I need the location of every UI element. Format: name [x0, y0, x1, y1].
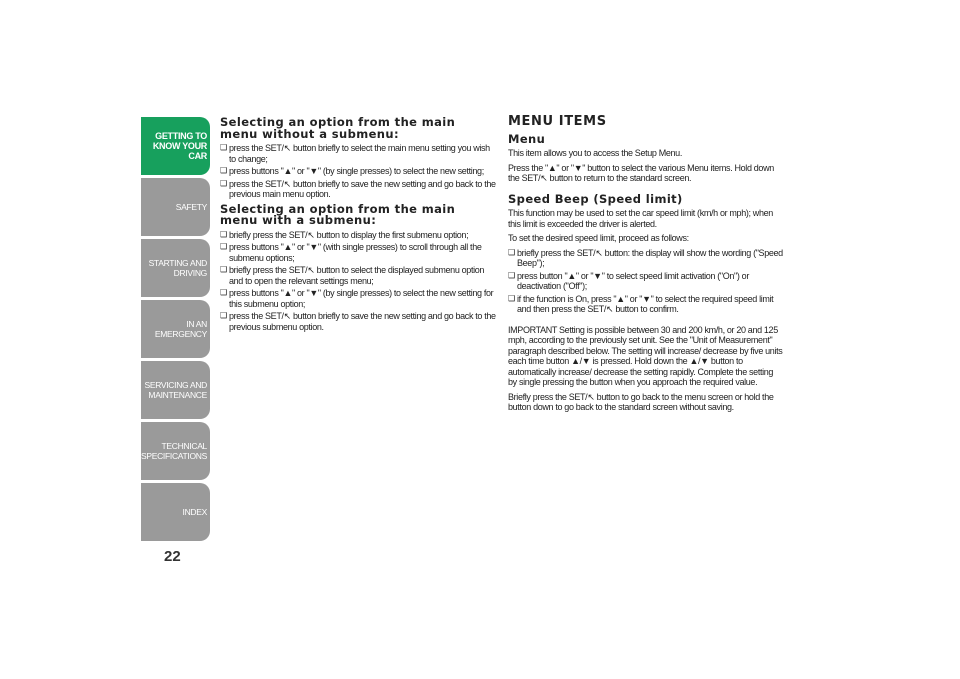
- subheading-menu: Menu: [508, 131, 546, 146]
- list-item: ❑ briefly press the SET/↖ button to display the first submenu option;: [220, 230, 496, 241]
- left-column: [220, 117, 496, 336]
- section-heading-without-submenu: Selecting an option from the main menu without a submenu:: [220, 115, 456, 141]
- section-heading-with-submenu: Selecting an option from the main menu with a submenu:: [220, 201, 456, 227]
- list-item: ❑ press the SET/↖ button briefly to select the main menu setting you wish to change;: [220, 143, 496, 164]
- right-column: [508, 114, 783, 417]
- menu-instructions: Press the "▲" or "▼" button to select the various Menu items. Hold down the SET/↖ button to return to the standard screen.: [508, 162, 774, 183]
- speed-steps-list: [508, 248, 783, 315]
- final-note: Briefly press the SET/↖ button to go back to the menu screen or hold the button down to go back to the standard screen without saving.: [508, 391, 774, 412]
- tab-label: GETTING TO KNOW YOUR CAR: [152, 131, 207, 161]
- page-number: 22: [164, 548, 181, 565]
- tab-servicing-and-maintenance[interactable]: [141, 361, 210, 419]
- list-item: ❑ press the SET/↖ button briefly to save the new setting and go back to the previous main menu option.: [220, 179, 496, 200]
- tab-label: STARTING AND DRIVING: [148, 258, 207, 278]
- tab-label: SERVICING AND MAINTENANCE: [144, 380, 207, 400]
- list-item: ❑ press buttons "▲" or "▼" (by single presses) to select the new setting;: [220, 166, 496, 177]
- list-item: ❑ if the function is On, press "▲" or "▼" to select the required speed limit and then press the SET/↖ button to confirm.: [508, 294, 783, 315]
- list-item: ❑ press button "▲" or "▼" to select speed limit activation ("On") or deactivation ("Off");: [508, 271, 783, 292]
- speed-intro: To set the desired speed limit, proceed as follows:: [508, 233, 689, 243]
- tab-label: INDEX: [182, 507, 207, 517]
- steps-list-with-submenu: [220, 230, 496, 333]
- tab-label: SAFETY: [175, 202, 207, 212]
- tab-label: TECHNICAL SPECIFICATIONS: [140, 441, 207, 461]
- tab-index[interactable]: [141, 483, 210, 541]
- list-item: ❑ briefly press the SET/↖ button to select the displayed submenu option and to open the relevant settings menu;: [220, 265, 496, 286]
- tab-in-an-emergency[interactable]: [141, 300, 210, 358]
- section-title-menu-items: MENU ITEMS: [508, 114, 607, 129]
- tab-starting-and-driving[interactable]: [141, 239, 210, 297]
- steps-list-without-submenu: [220, 143, 496, 200]
- subheading-speed-beep: Speed Beep (Speed limit): [508, 191, 683, 206]
- speed-description: This function may be used to set the car speed limit (km/h or mph); when this limit is exceeded the driver is alerted.: [508, 208, 773, 229]
- important-note: IMPORTANT Setting is possible between 30 and 200 km/h, or 20 and 125 mph, according to the previously set unit. See the "Unit of Measurement" paragraph described below. The setting will increase/ decrease by five units each time button ▲/▼ is pressed. Hold down the ▲/▼ button to automatically increase/ decrease the setting rapidly. Complete the setting by single pressing the button when you approach the required value.: [508, 324, 783, 387]
- tab-safety[interactable]: [141, 178, 210, 236]
- list-item: ❑ press buttons "▲" or "▼" (by single presses) to select the new setting for this submenu option;: [220, 288, 496, 309]
- list-item: ❑ briefly press the SET/↖ button: the display will show the wording ("Speed Beep");: [508, 248, 783, 269]
- list-item: ❑ press the SET/↖ button briefly to save the new setting and go back to the previous submenu option.: [220, 311, 496, 332]
- list-item: ❑ press buttons "▲" or "▼" (with single presses) to scroll through all the submenu options;: [220, 242, 496, 263]
- tab-label: IN AN EMERGENCY: [154, 319, 207, 339]
- tab-getting-to-know-your-car[interactable]: [141, 117, 210, 175]
- tab-technical-specifications[interactable]: [141, 422, 210, 480]
- menu-description: This item allows you to access the Setup Menu.: [508, 148, 682, 158]
